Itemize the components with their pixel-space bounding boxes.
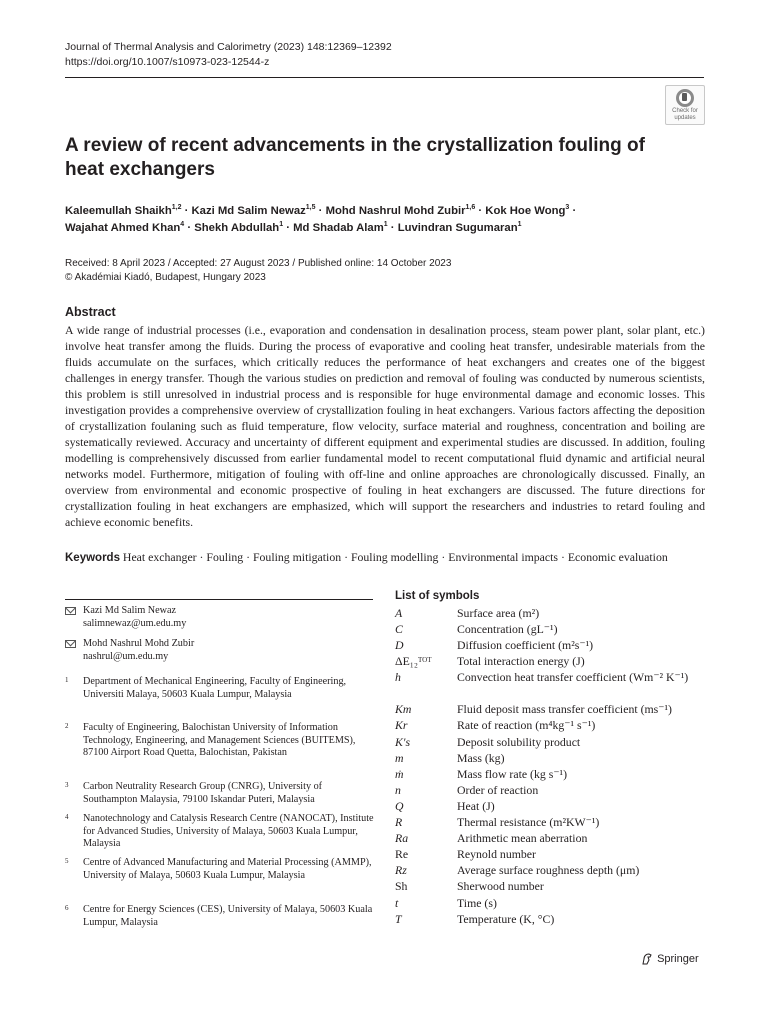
symbol: K′s bbox=[395, 734, 411, 749]
springer-horse-icon bbox=[640, 952, 654, 966]
symbol-row bbox=[395, 605, 715, 621]
symbol-definition: Order of reaction bbox=[457, 782, 539, 797]
affiliation bbox=[65, 904, 375, 929]
affiliation bbox=[65, 813, 375, 851]
symbol-row bbox=[395, 637, 715, 653]
symbol: Sh bbox=[395, 879, 408, 894]
symbol-definition: Reynold number bbox=[457, 847, 536, 862]
affiliation-number: 2 bbox=[65, 722, 69, 730]
symbol-definition: Diffusion coefficient (m²s⁻¹) bbox=[457, 638, 594, 653]
symbol-definition: Mass (kg) bbox=[457, 750, 505, 765]
affiliation-text: Centre of Advanced Manufacturing and Material Processing (AMMP), University of Malaya, 50603 Kuala Lumpur, Malaysia bbox=[83, 857, 372, 881]
symbol: R bbox=[395, 815, 403, 830]
affiliation-text: Department of Mechanical Engineering, Faculty of Engineering, Universiti Malaya, 50603 Kuala Lumpur, Malaysia bbox=[83, 676, 347, 700]
symbol-row bbox=[395, 846, 715, 862]
journal-citation: Journal of Thermal Analysis and Calorimetry (2023) 148:12369–12392 bbox=[65, 41, 392, 53]
symbol-row bbox=[395, 717, 715, 733]
symbol: Kr bbox=[395, 718, 408, 733]
symbol-definition: Sherwood number bbox=[457, 879, 544, 894]
corresponding-author bbox=[65, 605, 375, 630]
symbol-definition: Time (s) bbox=[457, 895, 497, 910]
affiliation-text: Carbon Neutrality Research Group (CNRG), University of Southampton Malaysia, 79100 Iskandar Puteri, Malaysia bbox=[83, 781, 323, 805]
symbol-definition: Convection heat transfer coefficient (Wm⁻² K⁻¹) bbox=[457, 670, 689, 685]
symbol-definition: Average surface roughness depth (μm) bbox=[457, 863, 640, 878]
symbol: Q bbox=[395, 798, 404, 813]
author[interactable]: Md Shadab Alam$^1$ bbox=[293, 221, 388, 234]
symbol-definition: Rate of reaction (m⁴kg⁻¹ s⁻¹) bbox=[457, 718, 596, 733]
symbol: D bbox=[395, 638, 404, 653]
contact-name: Kazi Md Salim Newaz bbox=[83, 605, 177, 616]
affiliation-number: 5 bbox=[65, 857, 69, 865]
symbol-definition: Thermal resistance (m²KW⁻¹) bbox=[457, 815, 600, 830]
keywords-label: Keywords bbox=[65, 552, 120, 564]
symbol: Ra bbox=[395, 831, 409, 846]
symbol: n bbox=[395, 782, 401, 797]
publication-history: Received: 8 April 2023 / Accepted: 27 August 2023 / Published online: 14 October 2023 bbox=[65, 258, 452, 269]
copyright-notice: © Akadémiai Kiadó, Budapest, Hungary 2023 bbox=[65, 272, 266, 283]
symbol: Rz bbox=[395, 863, 407, 878]
envelope-icon bbox=[65, 640, 76, 648]
publication-dates bbox=[65, 257, 451, 285]
symbol: ΔE₁₂ᵀᴼᵀ bbox=[395, 654, 432, 669]
symbol-definition: Deposit solubility product bbox=[457, 734, 581, 749]
symbol-row bbox=[395, 911, 715, 927]
publisher-name: Springer bbox=[657, 952, 699, 965]
doi-link[interactable]: https://doi.org/10.1007/s10973-023-12544-z bbox=[65, 56, 270, 68]
affiliation bbox=[65, 722, 375, 760]
corresponding-author bbox=[65, 638, 375, 663]
author[interactable]: Kok Hoe Wong$^3$ bbox=[485, 204, 570, 217]
abstract-heading: Abstract bbox=[65, 305, 116, 319]
abstract-body: A wide range of industrial processes (i.e., evaporation and condensation in desalination process, steam power plant, solar plant, etc.) involve heat transfer among the fluids. During the process of evaporative and cooling heat transfer, undesirable materials from the fluids accumulate on the surfaces, which critically reduces the performance of heat exchangers and creates one of the biggest challenges in energy transfer. Though the various studies on prediction and removal of fouling was conducted by numerous scientists, this problem is still unresolved in industrial process and is responsible for huge environmental damage and economic losses. This investigation provides a comprehensive overview of crystallization fouling in heat exchangers. Various factors affecting the deposition of crystallization foulaning such as fluid temperature, flow velocity, surface material and roughness, concentration and boiling are systematically reviewed. Accuracy and uncertainty of different equipment and experimental studies are discussed. In addition, fouling modelling is comprehensively discussed from earlier fundamental model to recent computational fluid dynamic and artificial neural networks model. Furthermore, mitigation of fouling with off-line and online approaches are chronologically discussed. Finally, an overview from environmental and economic prospective of fouling in heat exchangers are discussed. The future directions for crystallization fouling in heat exchangers are emphasized, which will support the researchers and industries to retard fouling and achieve economic benefits. bbox=[65, 323, 705, 529]
symbol-row bbox=[395, 669, 715, 701]
author[interactable]: Kazi Md Salim Newaz$^{1,5}$ bbox=[191, 204, 316, 217]
symbol: ṁ bbox=[395, 766, 404, 781]
symbol-row bbox=[395, 653, 715, 669]
author[interactable]: Kaleemullah Shaikh$^{1,2}$ bbox=[65, 204, 182, 217]
symbol: t bbox=[395, 895, 399, 910]
symbol: A bbox=[395, 606, 403, 620]
contact-email[interactable]: nashrul@um.edu.my bbox=[83, 650, 169, 662]
header-divider bbox=[65, 77, 704, 78]
symbol-row bbox=[395, 895, 715, 911]
badge-line-2: updates bbox=[674, 115, 696, 121]
symbol-definition: Arithmetic mean aberration bbox=[457, 831, 588, 846]
symbol-row bbox=[395, 830, 715, 846]
symbol-row bbox=[395, 814, 715, 830]
symbol-definition: Total interaction energy (J) bbox=[457, 654, 585, 669]
affiliation-number: 3 bbox=[65, 781, 69, 789]
author[interactable]: Mohd Nashrul Mohd Zubir$^{1,6}$ bbox=[325, 204, 476, 217]
contact-name: Mohd Nashrul Mohd Zubir bbox=[83, 638, 195, 649]
contact-email[interactable]: salimnewaz@um.edu.my bbox=[83, 617, 187, 629]
author[interactable]: Wajahat Ahmed Khan$^4$ bbox=[65, 221, 185, 234]
envelope-icon bbox=[65, 607, 76, 615]
badge-line-1: Check for bbox=[672, 108, 698, 114]
symbol-definition: Heat (J) bbox=[457, 798, 495, 813]
check-for-updates-badge[interactable] bbox=[665, 85, 705, 125]
symbol: Km bbox=[395, 702, 412, 717]
symbol: Re bbox=[395, 847, 409, 862]
symbol-definition: Concentration (gL⁻¹) bbox=[457, 622, 558, 637]
symbol-definition: Temperature (K, °C) bbox=[457, 911, 555, 926]
symbols-heading: List of symbols bbox=[395, 590, 480, 602]
symbol-row bbox=[395, 750, 715, 766]
affiliation bbox=[65, 781, 375, 806]
affiliation-text: Faculty of Engineering, Balochistan University of Information Technology, Engineering, and Management Sciences (BUITEMS), 87100 Airport Road Quetta, Balochistan, Pakistan bbox=[83, 722, 356, 758]
symbol-row bbox=[395, 878, 715, 894]
symbol: m bbox=[395, 750, 404, 765]
symbol: T bbox=[395, 911, 402, 926]
symbol-row bbox=[395, 734, 715, 750]
symbol-definition: Fluid deposit mass transfer coefficient (ms⁻¹) bbox=[457, 702, 672, 717]
affiliation bbox=[65, 676, 375, 701]
symbol-row bbox=[395, 701, 715, 717]
publisher-logo bbox=[640, 952, 699, 966]
symbol: h bbox=[395, 670, 401, 685]
affiliation-text: Nanotechnology and Catalysis Research Centre (NANOCAT), Institute for Advanced Studies, University of Malaya, 50603 Kuala Lumpur, Malaysia bbox=[83, 813, 374, 849]
symbol-row bbox=[395, 621, 715, 637]
affiliation-number: 4 bbox=[65, 813, 69, 821]
keywords-list: Heat exchanger · Fouling · Fouling mitigation · Fouling modelling · Environmental impacts · Economic evaluation bbox=[122, 550, 668, 564]
footnote-divider bbox=[65, 599, 373, 600]
symbol-definition: Mass flow rate (kg s⁻¹) bbox=[457, 766, 568, 781]
symbol-row bbox=[395, 798, 715, 814]
symbol-row bbox=[395, 782, 715, 798]
author-list: Kaleemullah Shaikh$^{1,2}$ · Kazi Md Salim Newaz$^{1,5}$ · Mohd Nashrul Mohd Zubir$^{1,6}$ · Kok Hoe Wong$^3$ · Wajahat Ahmed Khan$^4$ · Shekh Abdullah$^1$ · Md Shadab Alam$^1$ · Luvindran Sugumaran$^1$ bbox=[65, 204, 577, 234]
paper-title: A review of recent advancements in the crystallization fouling of heat exchangers bbox=[65, 135, 645, 180]
symbols-list bbox=[395, 605, 715, 927]
affiliation-number: 6 bbox=[65, 904, 69, 912]
symbol: C bbox=[395, 622, 403, 637]
author[interactable]: Luvindran Sugumaran$^1$ bbox=[397, 221, 522, 234]
author[interactable]: Shekh Abdullah$^1$ bbox=[194, 221, 284, 234]
symbol-row bbox=[395, 766, 715, 782]
keywords bbox=[65, 549, 705, 566]
affiliation-text: Centre for Energy Sciences (CES), University of Malaya, 50603 Kuala Lumpur, Malaysia bbox=[83, 904, 373, 928]
affiliation bbox=[65, 857, 375, 882]
symbol-row bbox=[395, 862, 715, 878]
affiliation-number: 1 bbox=[65, 676, 69, 684]
journal-header bbox=[65, 40, 392, 70]
check-for-updates-icon bbox=[676, 89, 694, 107]
symbol-definition: Surface area (m²) bbox=[457, 606, 540, 620]
